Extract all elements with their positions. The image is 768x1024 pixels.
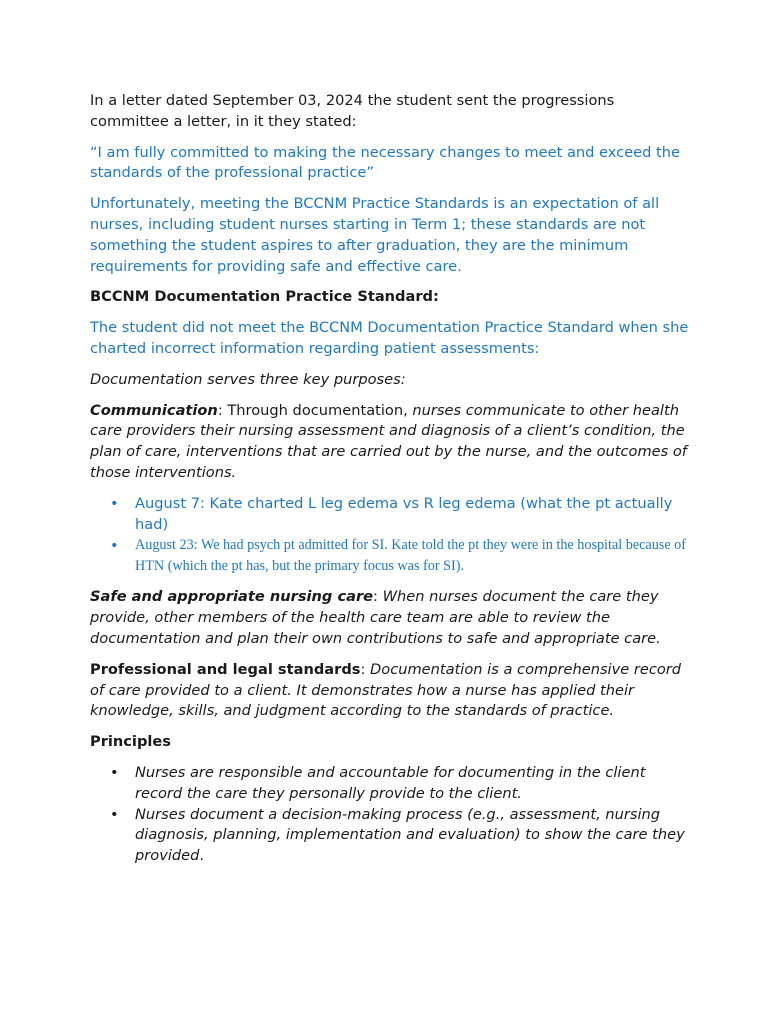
bullet-icon: • xyxy=(110,805,119,823)
principle-text: Nurses are responsible and accountable for documenting in the client record the care they personally provide to the client. xyxy=(135,763,646,802)
safe-care-term: Safe and appropriate nursing care xyxy=(90,588,374,606)
communication-text: nurses communicate to other health care providers their nursing assessment and diagnosis of a client’s condition, the plan of care, interventions that are carried out by the nurse, and the outcomes of those interventions. xyxy=(90,401,687,481)
safe-care-paragraph xyxy=(90,587,690,649)
principle-text: Nurses document a decision-making process (e.g., assessment, nursing diagnosis, planning, implementation and evaluation) to show the care they provided xyxy=(135,805,685,865)
intro-paragraph: In a letter dated September 03, 2024 the student sent the progressions committee a letter, in it they stated: xyxy=(90,92,615,130)
did-not-meet-paragraph: The student did not meet the BCCNM Documentation Practice Standard when she charted incorrect information regarding patient assessments: xyxy=(90,319,689,357)
examples-list xyxy=(90,494,690,578)
communication-sep: : Through documentation, xyxy=(217,401,413,419)
bullet-icon: • xyxy=(110,494,119,512)
legal-text: Documentation is a comprehensive record of care provided to a client. It demonstrates how a nurse has applied their knowledge, skills, and judgment according to the standards of practice. xyxy=(90,660,682,720)
list-item xyxy=(90,805,690,867)
expectation-paragraph: Unfortunately, meeting the BCCNM Practice Standards is an expectation of all nurses, including student nurses starting in Term 1; these standards are not something the student aspires to after graduation, they are the minimum requirements for providing safe and effective care. xyxy=(90,195,660,275)
safe-care-sep: : xyxy=(373,588,383,606)
list-item xyxy=(90,494,690,536)
communication-paragraph xyxy=(90,401,690,484)
safe-care-text: When nurses document the care they provide, other members of the health care team are able to review the documentation and plan their own contributions to safe and appropriate care. xyxy=(90,588,661,647)
document-body xyxy=(90,91,690,877)
example-text: August 23: We had psych pt admitted for SI. Kate told the pt they were in the hospital because of HTN (which the pt has, but the primary focus was for SI). xyxy=(135,537,686,575)
list-item xyxy=(90,763,690,805)
purposes-paragraph: Documentation serves three key purposes: xyxy=(90,370,406,388)
principle-end: . xyxy=(199,847,205,865)
example-text: August 7: Kate charted L leg edema vs R leg edema (what the pt actually had) xyxy=(135,494,673,533)
bullet-icon: • xyxy=(110,537,119,555)
student-quote: “I am fully committed to making the necessary changes to meet and exceed the standards of the professional practice” xyxy=(90,143,680,182)
principles-heading: Principles xyxy=(90,733,171,751)
list-item xyxy=(90,535,690,577)
principles-list xyxy=(90,763,690,867)
communication-term: Communication xyxy=(90,401,218,419)
legal-sep: : xyxy=(360,660,371,678)
bullet-icon: • xyxy=(110,763,119,781)
legal-term: Professional and legal standards xyxy=(90,660,361,678)
standard-heading: BCCNM Documentation Practice Standard: xyxy=(90,288,439,306)
legal-paragraph xyxy=(90,660,690,722)
